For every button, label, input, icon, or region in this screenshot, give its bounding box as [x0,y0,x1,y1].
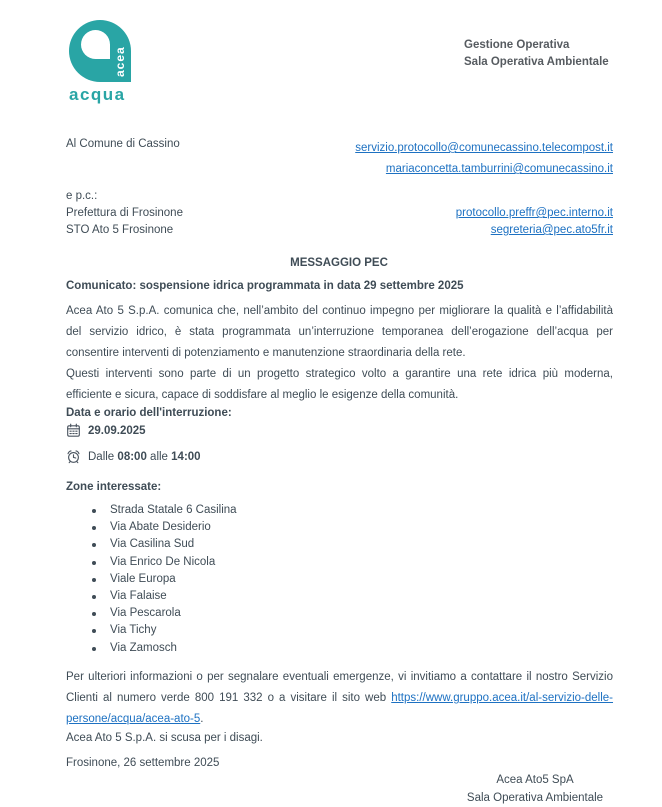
zone-item: Via Enrico De Nicola [66,554,237,571]
acea-website-link[interactable]: https://www.gruppo.acea.it/al-servizio-delle-persone/acqua/acea-ato-5 [66,692,614,725]
toll-free-number: 800 191 332 [194,692,263,704]
paragraph-announcement: Acea Ato 5 S.p.A. comunica che, nell’ambito del continuo impegno per migliorare la qualità e l’affidabilità del servizio idrico, è stata programmata un’interruzione temporanea dell’erogazione dell’acqua per consentire interventi di potenziamento e manutenzione straordinaria della rete. [66,305,613,359]
paragraph-contact-info: Per ulteriori informazioni o per segnalare eventuali emergenze, vi invitiamo a contattare il nostro Servizio Clienti al numero verde 800 191 332 o a visitare il sito web https://www.gruppo.acea.it/al-servizio-delle-persone/acqua/acea-ato-5. [66,671,614,725]
message-subject: Comunicato: sospensione idrica programmata in data 29 settembre 2025 [66,280,464,292]
signature-department: Sala Operativa Ambientale [466,792,604,804]
interruption-time-text: Dalle 08:00 alle 14:00 [88,450,201,463]
place-date-line: Frosinone, 26 settembre 2025 [66,757,220,769]
alarm-clock-icon [66,449,81,464]
interruption-time-row [66,449,201,464]
interruption-heading: Data e orario dell'interruzione: [66,407,232,419]
recipient-to-emails [355,138,613,180]
zone-item: Via Tichy [66,622,237,639]
interruption-date-row [66,423,146,438]
zone-item: Via Casilina Sud [66,536,237,553]
zone-item: Via Falaise [66,588,237,605]
acea-acqua-logo [69,20,133,105]
signature-block [420,771,650,807]
zone-item: Via Abate Desiderio [66,519,237,536]
cc-name-prefettura: Prefettura di Frosinone [66,207,183,219]
zone-item: Via Pescarola [66,605,237,622]
apology-line: Acea Ato 5 S.p.A. si scusa per i disagi. [66,732,263,744]
drop-counter-shape [81,30,110,59]
acqua-wordmark: acqua [69,85,126,104]
acea-vertical-brand: acea [113,46,127,77]
email-link-comune-protocollo[interactable]: servizio.protocollo@comunecassino.telecompost.it [355,142,613,154]
signature-company: Acea Ato5 SpA [496,774,574,786]
zone-item: Viale Europa [66,571,237,588]
header-line-2: Sala Operativa Ambientale [464,56,609,68]
zone-item: Strada Statale 6 Casilina [66,502,237,519]
header-line-1: Gestione Operativa [464,39,570,51]
calendar-icon [66,423,81,438]
message-title: MESSAGGIO PEC [290,257,388,269]
zones-heading: Zone interessate: [66,481,162,493]
department-header [464,37,609,71]
cc-name-sto-ato5: STO Ato 5 Frosinone [66,224,174,236]
email-link-prefettura[interactable]: protocollo.preffr@pec.interno.it [455,207,613,219]
email-link-sto-ato5[interactable]: segreteria@pec.ato5fr.it [490,224,613,236]
acea-drop-icon [69,20,131,82]
cc-label: e p.c.: [66,190,98,202]
zones-list [66,502,237,657]
interruption-date: 29.09.2025 [88,424,146,437]
recipient-to: Al Comune di Cassino [66,138,180,150]
zone-item: Via Zamosch [66,640,237,657]
paragraph-project: Questi interventi sono parte di un progetto strategico volto a garantire una rete idrica più moderna, efficiente e sicura, capace di soddisfare al meglio le esigenze della comunità. [66,368,613,401]
email-link-comune-tamburrini[interactable]: mariaconcetta.tamburrini@comunecassino.it [385,163,613,175]
